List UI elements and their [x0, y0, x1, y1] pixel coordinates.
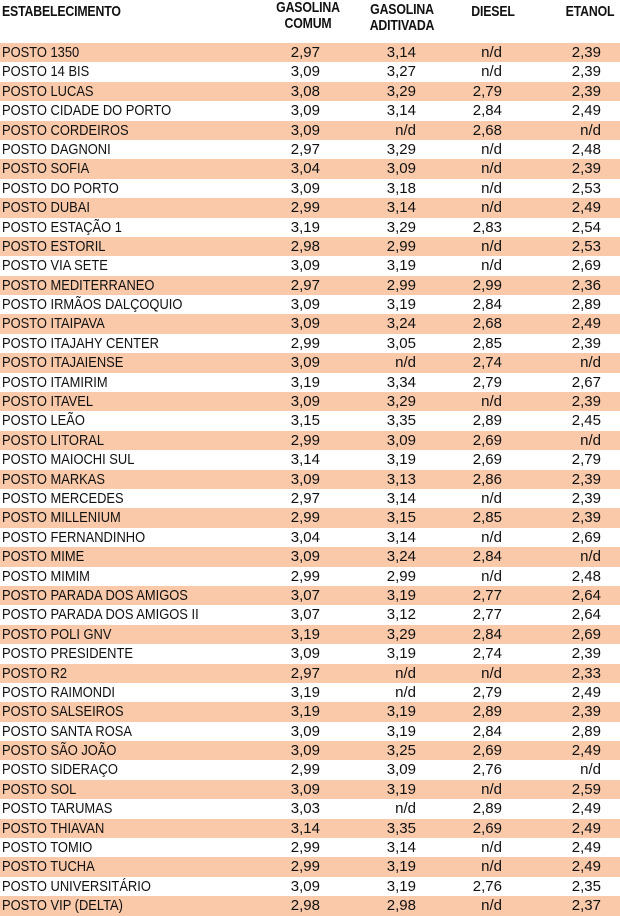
ethanol-price: 2,49 — [571, 839, 601, 857]
station-name: POSTO MEDITERRANEO — [2, 276, 155, 294]
station-name: POSTO RAIMONDI — [2, 683, 116, 701]
gasoline-common-price: 3,09 — [290, 257, 320, 275]
ethanol-price: 2,35 — [571, 877, 601, 895]
gasoline-additive-price: 3,27 — [386, 63, 416, 81]
gasoline-additive-price: 3,05 — [386, 334, 416, 352]
ethanol-price: 2,49 — [571, 102, 601, 120]
gasoline-common-price: 3,19 — [290, 683, 320, 701]
station-name: POSTO 14 BIS — [2, 63, 90, 81]
gasoline-additive-price: 3,19 — [386, 780, 416, 798]
header-diesel: DIESEL — [471, 3, 515, 20]
diesel-price: 2,76 — [472, 761, 502, 779]
station-name: POSTO MAIOCHI SUL — [2, 451, 135, 469]
table-row — [0, 586, 620, 605]
gasoline-common-price: 3,09 — [290, 742, 320, 760]
ethanol-price: 2,49 — [571, 199, 601, 217]
station-name: POSTO MARKAS — [2, 470, 105, 488]
gasoline-common-price: 3,19 — [290, 625, 320, 643]
gasoline-common-price: 2,98 — [290, 237, 320, 255]
ethanol-price: 2,39 — [571, 334, 601, 352]
table-row — [0, 470, 620, 489]
station-name: POSTO CORDEIROS — [2, 121, 129, 139]
station-name: POSTO ITAJAHY CENTER — [2, 334, 159, 352]
table-row — [0, 528, 620, 547]
station-name: POSTO MILLENIUM — [2, 509, 121, 527]
ethanol-price: 2,67 — [571, 373, 601, 391]
diesel-price: 2,77 — [472, 606, 502, 624]
station-name: POSTO LEÃO — [2, 412, 85, 430]
diesel-price: n/d — [481, 63, 502, 81]
ethanol-price: 2,39 — [571, 63, 601, 81]
diesel-price: 2,85 — [472, 334, 502, 352]
ethanol-price: 2,37 — [571, 897, 601, 915]
gasoline-common-price: 3,08 — [290, 82, 320, 100]
table-row — [0, 353, 620, 372]
diesel-price: 2,68 — [472, 315, 502, 333]
table-row — [0, 838, 620, 857]
ethanol-price: 2,89 — [571, 296, 601, 314]
ethanol-price: n/d — [580, 354, 601, 372]
ethanol-price: 2,48 — [571, 140, 601, 158]
diesel-price: n/d — [481, 897, 502, 915]
diesel-price: n/d — [481, 567, 502, 585]
table-row — [0, 567, 620, 586]
station-name: POSTO MERCEDES — [2, 489, 124, 507]
gasoline-additive-price: 3,09 — [386, 431, 416, 449]
gasoline-common-price: 2,97 — [290, 664, 320, 682]
ethanol-price: 2,54 — [571, 218, 601, 236]
table-row — [0, 877, 620, 896]
diesel-price: n/d — [481, 179, 502, 197]
diesel-price: 2,69 — [472, 819, 502, 837]
gasoline-additive-price: 3,14 — [386, 102, 416, 120]
gasoline-additive-price: 3,19 — [386, 858, 416, 876]
ethanol-price: 2,39 — [571, 82, 601, 100]
header-gasoline-common-line1: GASOLINA — [276, 0, 340, 16]
station-name: POSTO PARADA DOS AMIGOS II — [2, 606, 199, 624]
gasoline-additive-price: n/d — [395, 800, 416, 818]
diesel-price: n/d — [481, 528, 502, 546]
gasoline-common-price: 3,04 — [290, 160, 320, 178]
gasoline-additive-price: 3,29 — [386, 625, 416, 643]
diesel-price: 2,84 — [472, 296, 502, 314]
gasoline-common-price: 2,99 — [290, 199, 320, 217]
gasoline-additive-price: 3,29 — [386, 393, 416, 411]
station-name: POSTO SOL — [2, 780, 77, 798]
gasoline-common-price: 3,09 — [290, 470, 320, 488]
station-name: POSTO TARUMAS — [2, 800, 113, 818]
ethanol-price: 2,45 — [571, 412, 601, 430]
table-row — [0, 780, 620, 799]
gasoline-additive-price: 3,34 — [386, 373, 416, 391]
ethanol-price: 2,59 — [571, 780, 601, 798]
diesel-price: n/d — [481, 199, 502, 217]
diesel-price: 2,79 — [472, 82, 502, 100]
gasoline-common-price: 2,97 — [290, 140, 320, 158]
diesel-price: 2,89 — [472, 703, 502, 721]
table-row — [0, 547, 620, 566]
station-name: POSTO LUCAS — [2, 82, 94, 100]
gasoline-additive-price: n/d — [395, 121, 416, 139]
gasoline-common-price: 2,97 — [290, 276, 320, 294]
table-row — [0, 295, 620, 314]
station-name: POSTO MIME — [2, 548, 85, 566]
table-row — [0, 741, 620, 760]
diesel-price: n/d — [481, 839, 502, 857]
table-row — [0, 314, 620, 333]
gasoline-additive-price: 3,14 — [386, 44, 416, 61]
gasoline-additive-price: 3,09 — [386, 160, 416, 178]
table-row — [0, 43, 620, 62]
diesel-price: 2,69 — [472, 431, 502, 449]
header-gasoline-additive-line2: ADITIVADA — [369, 17, 435, 34]
gasoline-common-price: 2,97 — [290, 489, 320, 507]
gasoline-common-price: 3,03 — [290, 800, 320, 818]
table-row — [0, 62, 620, 81]
station-name: POSTO UNIVERSITÁRIO — [2, 877, 151, 895]
station-name: POSTO FERNANDINHO — [2, 528, 146, 546]
gasoline-additive-price: 3,19 — [386, 645, 416, 663]
diesel-price: n/d — [481, 780, 502, 798]
ethanol-price: 2,33 — [571, 664, 601, 682]
station-name: POSTO IRMÃOS DALÇOQUIO — [2, 296, 183, 314]
diesel-price: 2,84 — [472, 102, 502, 120]
station-name: POSTO POLI GNV — [2, 625, 112, 643]
diesel-price: 2,68 — [472, 121, 502, 139]
table-row — [0, 82, 620, 101]
gasoline-additive-price: 3,25 — [386, 742, 416, 760]
ethanol-price: 2,64 — [571, 606, 601, 624]
ethanol-price: n/d — [580, 121, 601, 139]
gasoline-additive-price: 3,24 — [386, 315, 416, 333]
station-name: POSTO VIA SETE — [2, 257, 108, 275]
station-name: POSTO SOFIA — [2, 160, 90, 178]
table-row — [0, 799, 620, 818]
gasoline-additive-price: 2,99 — [386, 567, 416, 585]
gasoline-common-price: 3,07 — [290, 606, 320, 624]
table-row — [0, 140, 620, 159]
header-ethanol: ETANOL — [565, 3, 615, 20]
gasoline-common-price: 2,99 — [290, 567, 320, 585]
diesel-price: 2,84 — [472, 722, 502, 740]
station-name: POSTO DUBAI — [2, 199, 90, 217]
table-row — [0, 101, 620, 120]
station-name: POSTO LITORAL — [2, 431, 105, 449]
table-row — [0, 121, 620, 140]
table-body — [0, 43, 620, 916]
gasoline-common-price: 3,07 — [290, 586, 320, 604]
table-row — [0, 605, 620, 624]
ethanol-price: 2,39 — [571, 703, 601, 721]
station-name: POSTO SÃO JOÃO — [2, 742, 117, 760]
gasoline-common-price: 3,09 — [290, 877, 320, 895]
gasoline-common-price: 2,99 — [290, 509, 320, 527]
gasoline-common-price: 3,09 — [290, 548, 320, 566]
header-gasoline-additive — [361, 2, 443, 34]
station-name: POSTO THIAVAN — [2, 819, 105, 837]
station-name: POSTO CIDADE DO PORTO — [2, 102, 172, 120]
gasoline-common-price: 3,09 — [290, 354, 320, 372]
ethanol-price: 2,39 — [571, 509, 601, 527]
gasoline-additive-price: 2,99 — [386, 237, 416, 255]
diesel-price: n/d — [481, 257, 502, 275]
gasoline-additive-price: 2,99 — [386, 276, 416, 294]
gasoline-additive-price: 3,12 — [386, 606, 416, 624]
gasoline-additive-price: 3,14 — [386, 839, 416, 857]
gasoline-additive-price: 2,98 — [386, 897, 416, 915]
gasoline-additive-price: 3,14 — [386, 528, 416, 546]
table-row — [0, 334, 620, 353]
gasoline-additive-price: 3,14 — [386, 199, 416, 217]
ethanol-price: 2,49 — [571, 742, 601, 760]
station-name: POSTO ESTORIL — [2, 237, 106, 255]
ethanol-price: 2,39 — [571, 160, 601, 178]
diesel-price: 2,83 — [472, 218, 502, 236]
table-row — [0, 237, 620, 256]
gasoline-common-price: 3,09 — [290, 722, 320, 740]
table-row — [0, 489, 620, 508]
ethanol-price: 2,49 — [571, 819, 601, 837]
diesel-price: 2,89 — [472, 412, 502, 430]
ethanol-price: 2,49 — [571, 315, 601, 333]
gasoline-additive-price: n/d — [395, 354, 416, 372]
gasoline-common-price: 3,19 — [290, 218, 320, 236]
station-name: POSTO DO PORTO — [2, 179, 119, 197]
gasoline-additive-price: 3,19 — [386, 722, 416, 740]
table-row — [0, 644, 620, 663]
gasoline-common-price: 2,99 — [290, 761, 320, 779]
header-gasoline-common-line2: COMUM — [284, 15, 332, 32]
station-name: POSTO ESTAÇÃO 1 — [2, 218, 122, 236]
diesel-price: 2,74 — [472, 645, 502, 663]
gasoline-common-price: 2,99 — [290, 839, 320, 857]
gasoline-common-price: 2,97 — [290, 44, 320, 61]
gasoline-additive-price: 3,19 — [386, 296, 416, 314]
table-row — [0, 256, 620, 275]
ethanol-price: 2,49 — [571, 683, 601, 701]
gasoline-additive-price: 3,19 — [386, 451, 416, 469]
diesel-price: 2,85 — [472, 509, 502, 527]
ethanol-price: 2,39 — [571, 393, 601, 411]
gasoline-common-price: 3,09 — [290, 780, 320, 798]
gasoline-additive-price: 3,15 — [386, 509, 416, 527]
station-name: POSTO DAGNONI — [2, 140, 111, 158]
gasoline-additive-price: 3,24 — [386, 548, 416, 566]
table-row — [0, 722, 620, 741]
gasoline-additive-price: 3,13 — [386, 470, 416, 488]
header-gasoline-additive-line1: GASOLINA — [370, 1, 434, 18]
table-row — [0, 411, 620, 430]
diesel-price: 2,99 — [472, 276, 502, 294]
ethanol-price: 2,39 — [571, 470, 601, 488]
table-row — [0, 218, 620, 237]
station-name: POSTO SANTA ROSA — [2, 722, 132, 740]
ethanol-price: 2,79 — [571, 451, 601, 469]
station-name: POSTO SALSEIROS — [2, 703, 124, 721]
gasoline-common-price: 3,09 — [290, 63, 320, 81]
gasoline-additive-price: 3,29 — [386, 82, 416, 100]
ethanol-price: 2,64 — [571, 586, 601, 604]
table-row — [0, 683, 620, 702]
table-row — [0, 392, 620, 411]
gasoline-common-price: 3,09 — [290, 121, 320, 139]
table-row — [0, 450, 620, 469]
ethanol-price: 2,49 — [571, 800, 601, 818]
ethanol-price: 2,39 — [571, 489, 601, 507]
diesel-price: n/d — [481, 44, 502, 61]
ethanol-price: 2,69 — [571, 528, 601, 546]
diesel-price: n/d — [481, 489, 502, 507]
gasoline-common-price: 3,09 — [290, 315, 320, 333]
table-row — [0, 896, 620, 915]
table-row — [0, 664, 620, 683]
diesel-price: 2,69 — [472, 451, 502, 469]
ethanol-price: 2,89 — [571, 722, 601, 740]
diesel-price: n/d — [481, 237, 502, 255]
gasoline-common-price: 2,99 — [290, 431, 320, 449]
gasoline-additive-price: 3,14 — [386, 489, 416, 507]
gasoline-common-price: 3,09 — [290, 179, 320, 197]
gasoline-additive-price: 3,19 — [386, 877, 416, 895]
gasoline-common-price: 3,19 — [290, 703, 320, 721]
header-gasoline-common — [267, 0, 349, 32]
gasoline-common-price: 3,09 — [290, 102, 320, 120]
table-row — [0, 159, 620, 178]
station-name: POSTO R2 — [2, 664, 68, 682]
ethanol-price: 2,49 — [571, 858, 601, 876]
table-header — [0, 0, 620, 43]
diesel-price: n/d — [481, 393, 502, 411]
gasoline-additive-price: 3,19 — [386, 257, 416, 275]
diesel-price: 2,84 — [472, 625, 502, 643]
ethanol-price: 2,48 — [571, 567, 601, 585]
gasoline-additive-price: 3,18 — [386, 179, 416, 197]
gasoline-additive-price: 3,19 — [386, 703, 416, 721]
table-row — [0, 857, 620, 876]
gasoline-additive-price: 3,19 — [386, 586, 416, 604]
table-row — [0, 819, 620, 838]
ethanol-price: n/d — [580, 761, 601, 779]
diesel-price: n/d — [481, 858, 502, 876]
diesel-price: 2,79 — [472, 683, 502, 701]
table-row — [0, 276, 620, 295]
gasoline-additive-price: 3,09 — [386, 761, 416, 779]
ethanol-price: 2,39 — [571, 645, 601, 663]
diesel-price: n/d — [481, 160, 502, 178]
diesel-price: n/d — [481, 140, 502, 158]
station-name: POSTO ITAMIRIM — [2, 373, 108, 391]
station-name: POSTO MIMIM — [2, 567, 90, 585]
station-name: POSTO TUCHA — [2, 858, 95, 876]
diesel-price: 2,77 — [472, 586, 502, 604]
gasoline-additive-price: 3,35 — [386, 412, 416, 430]
diesel-price: 2,69 — [472, 742, 502, 760]
diesel-price: 2,84 — [472, 548, 502, 566]
table-row — [0, 179, 620, 198]
ethanol-price: 2,69 — [571, 257, 601, 275]
diesel-price: 2,86 — [472, 470, 502, 488]
ethanol-price: 2,53 — [571, 179, 601, 197]
gasoline-common-price: 2,98 — [290, 897, 320, 915]
gasoline-common-price: 3,14 — [290, 451, 320, 469]
gasoline-common-price: 3,15 — [290, 412, 320, 430]
station-name: POSTO ITAIPAVA — [2, 315, 105, 333]
ethanol-price: 2,53 — [571, 237, 601, 255]
ethanol-price: 2,69 — [571, 625, 601, 643]
station-name: POSTO PARADA DOS AMIGOS — [2, 586, 188, 604]
diesel-price: 2,76 — [472, 877, 502, 895]
ethanol-price: 2,36 — [571, 276, 601, 294]
header-establishment: ESTABELECIMENTO — [2, 3, 121, 20]
ethanol-price: 2,39 — [571, 44, 601, 61]
table-row — [0, 198, 620, 217]
gasoline-common-price: 2,99 — [290, 858, 320, 876]
gasoline-additive-price: 3,29 — [386, 218, 416, 236]
gasoline-additive-price: n/d — [395, 683, 416, 701]
table-row — [0, 760, 620, 779]
gasoline-common-price: 3,19 — [290, 373, 320, 391]
gasoline-common-price: 3,09 — [290, 645, 320, 663]
table-row — [0, 625, 620, 644]
station-name: POSTO SIDERAÇO — [2, 761, 118, 779]
gasoline-additive-price: n/d — [395, 664, 416, 682]
table-row — [0, 431, 620, 450]
station-name: POSTO 1350 — [2, 44, 80, 61]
station-name: POSTO ITAJAIENSE — [2, 354, 124, 372]
gasoline-additive-price: 3,35 — [386, 819, 416, 837]
diesel-price: 2,74 — [472, 354, 502, 372]
ethanol-price: n/d — [580, 431, 601, 449]
table-row — [0, 508, 620, 527]
station-name: POSTO VIP (DELTA) — [2, 897, 123, 915]
diesel-price: 2,79 — [472, 373, 502, 391]
diesel-price: n/d — [481, 664, 502, 682]
gasoline-common-price: 3,09 — [290, 296, 320, 314]
gasoline-additive-price: 3,29 — [386, 140, 416, 158]
ethanol-price: n/d — [580, 548, 601, 566]
station-name: POSTO TOMIO — [2, 839, 93, 857]
gasoline-common-price: 3,04 — [290, 528, 320, 546]
station-name: POSTO PRESIDENTE — [2, 645, 133, 663]
table-row — [0, 702, 620, 721]
gasoline-common-price: 2,99 — [290, 334, 320, 352]
gasoline-common-price: 3,09 — [290, 393, 320, 411]
table-row — [0, 373, 620, 392]
station-name: POSTO ITAVEL — [2, 393, 94, 411]
diesel-price: 2,89 — [472, 800, 502, 818]
gasoline-common-price: 3,14 — [290, 819, 320, 837]
